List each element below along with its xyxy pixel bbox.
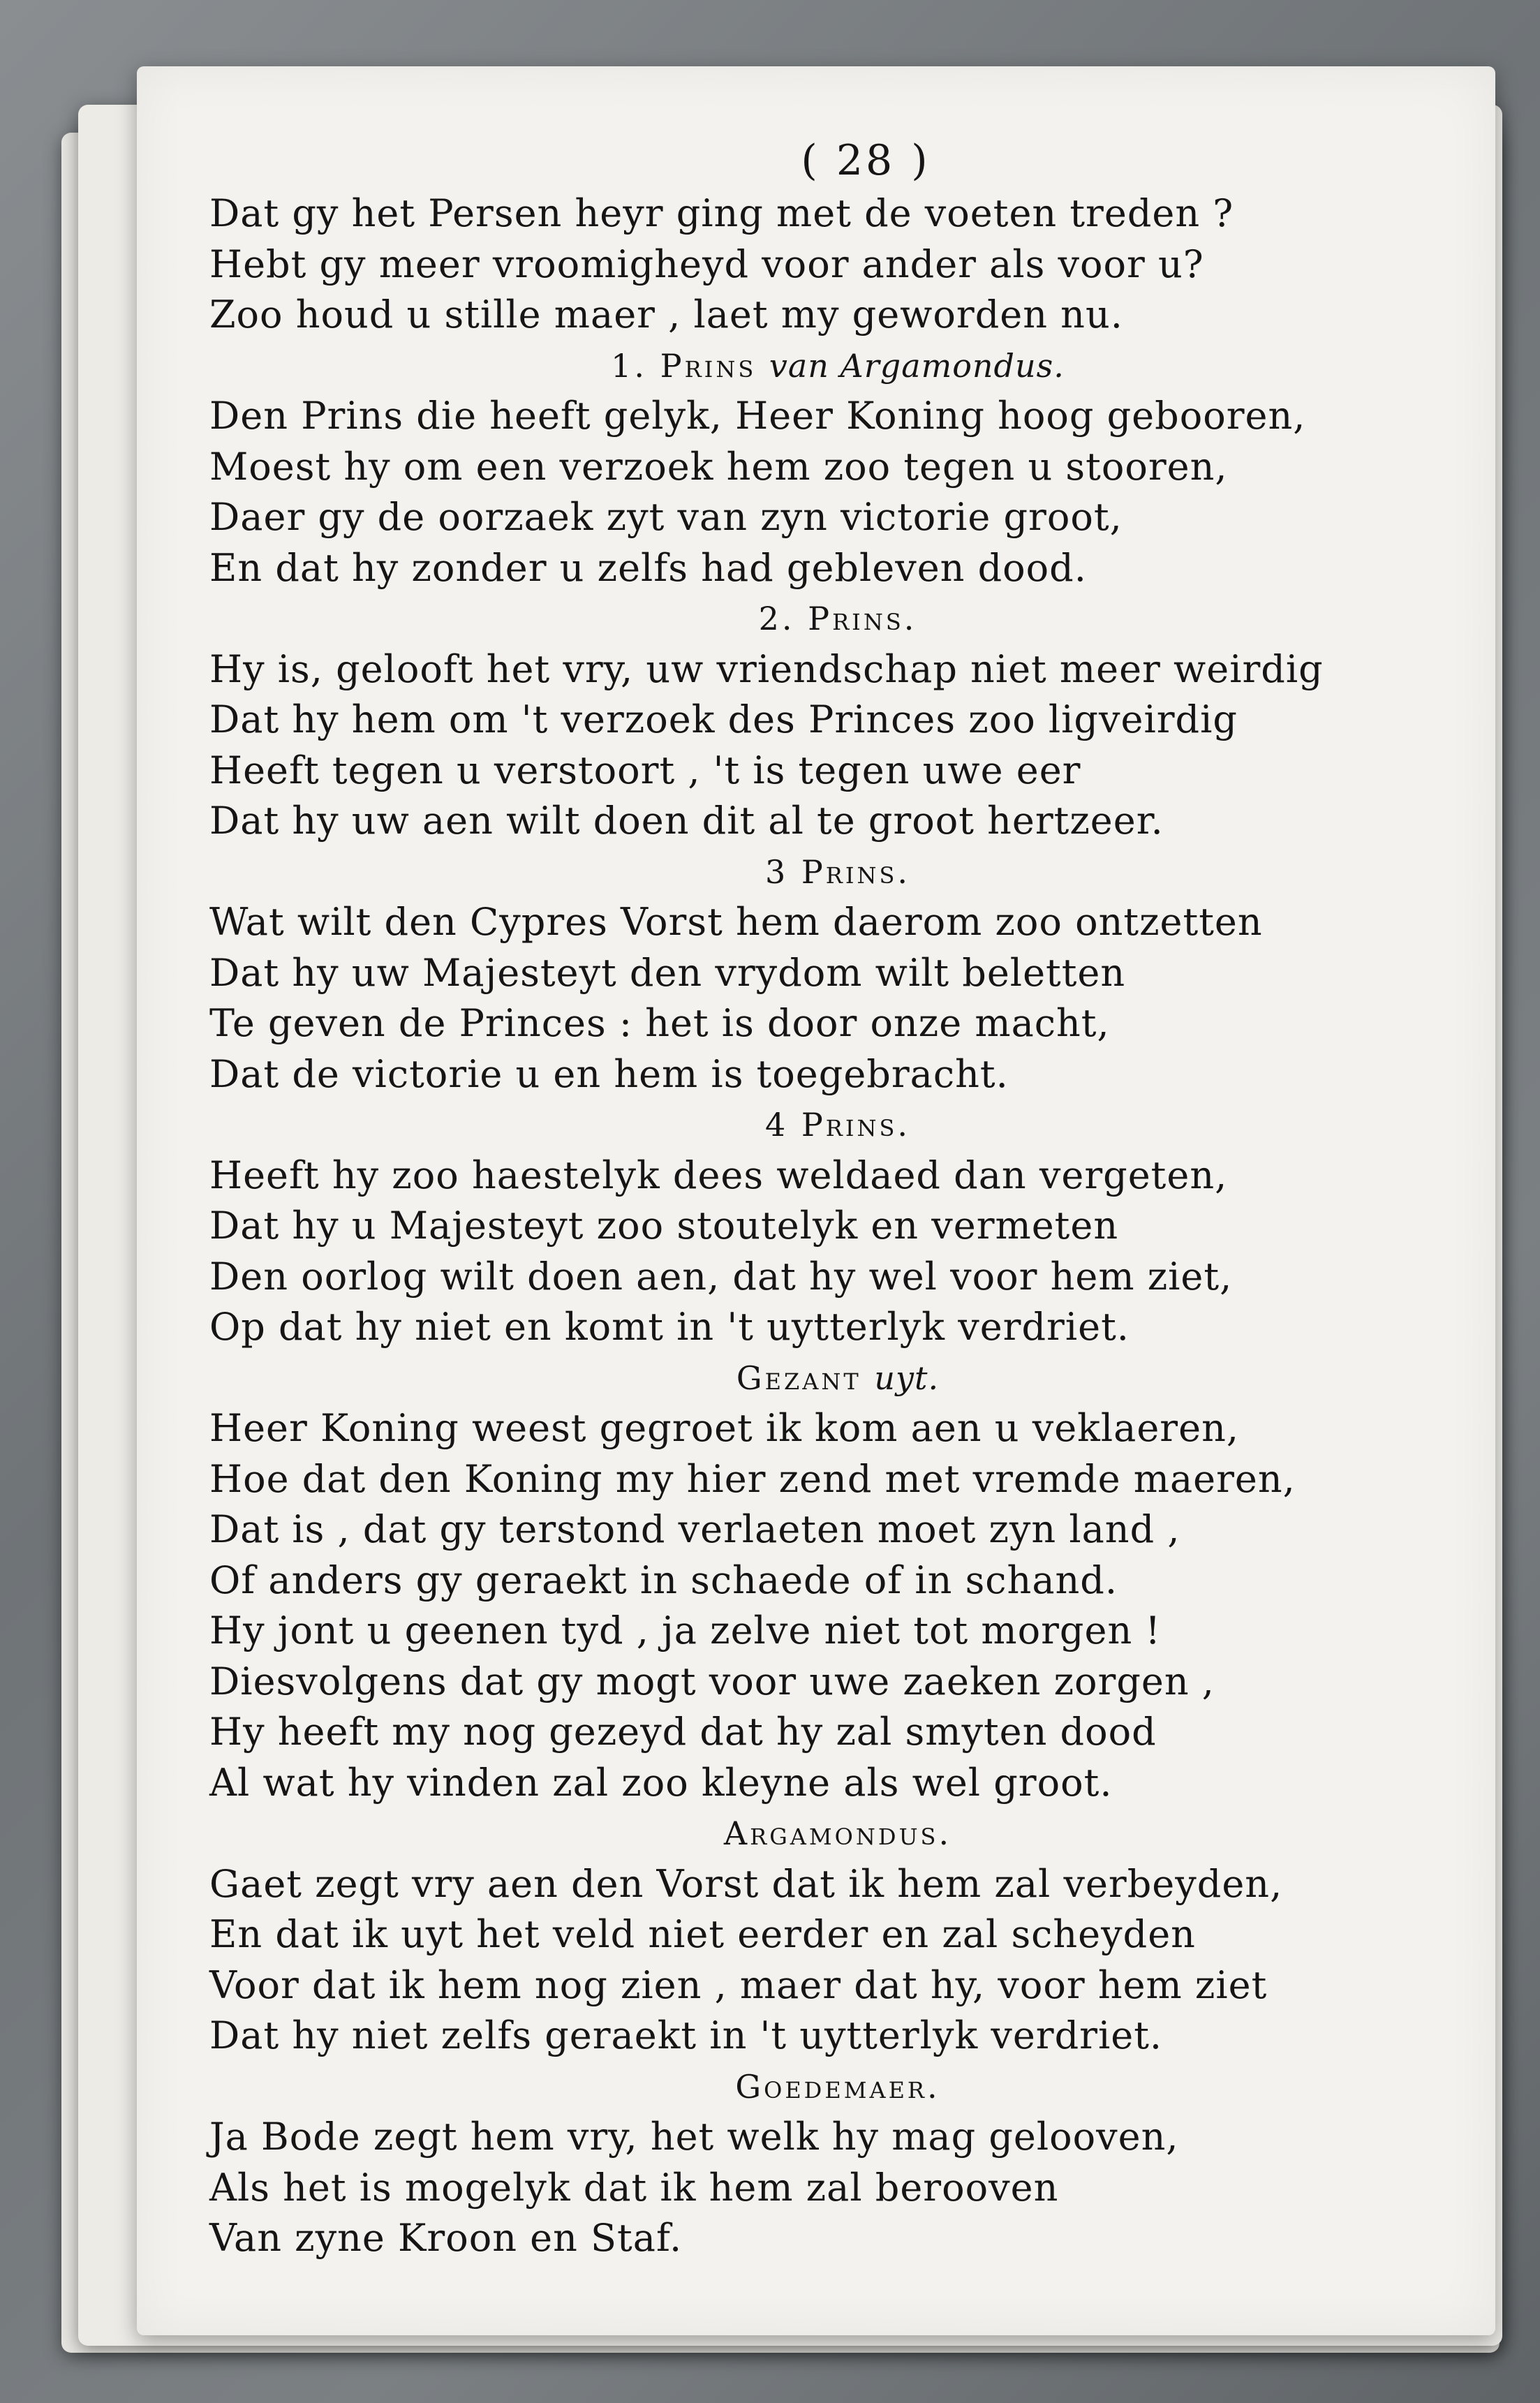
verse-line: Dat hy uw Majesteyt den vrydom wilt beletten bbox=[209, 950, 1126, 995]
verse-section bbox=[209, 2062, 1466, 2264]
verse-line: Hoe dat den Koning my hier zend met vremde maeren, bbox=[209, 1456, 1296, 1501]
verse-section bbox=[209, 1808, 1466, 2062]
verse-line: Moest hy om een verzoek hem zoo tegen u stooren, bbox=[209, 444, 1228, 489]
verse-line: Hebt gy meer vroomigheyd voor ander als voor u? bbox=[209, 242, 1204, 286]
verse-line: Den oorlog wilt doen aen, dat hy wel voor hem ziet, bbox=[209, 1254, 1233, 1299]
speaker-heading bbox=[209, 1100, 1466, 1151]
page-text bbox=[209, 133, 1466, 2264]
speaker-heading bbox=[209, 2062, 1466, 2113]
verse-section bbox=[209, 1100, 1466, 1353]
verse-line: Van zyne Kroon en Staf. bbox=[209, 2216, 683, 2260]
verse-line: En dat ik uyt het veld niet eerder en zal scheyden bbox=[209, 1912, 1196, 1956]
verse-line: Wat wilt den Cypres Vorst hem daerom zoo ontzetten bbox=[209, 900, 1263, 944]
verse-line: Hy is, gelooft het vry, uw vriendschap niet meer weirdig bbox=[209, 646, 1324, 691]
verse-line: Of anders gy geraekt in schaede of in schand. bbox=[209, 1558, 1118, 1602]
verse-line: Dat hy hem om 't verzoek des Princes zoo ligveirdig bbox=[209, 697, 1238, 741]
speaker-name: 1. Prins bbox=[611, 346, 757, 385]
verse-line: Ja Bode zegt hem vry, het welk hy mag gelooven, bbox=[209, 2115, 1179, 2159]
verse-line: Dat gy het Persen heyr ging met de voeten treden ? bbox=[209, 191, 1234, 235]
speaker-heading bbox=[209, 1808, 1466, 1859]
speaker-heading bbox=[209, 341, 1466, 392]
verse-section bbox=[209, 1353, 1466, 1809]
verse-line: Heer Koning weest gegroet ik kom aen u veklaeren, bbox=[209, 1406, 1240, 1450]
speaker-name: Goedemaer. bbox=[735, 2067, 940, 2106]
verse-line: Heeft hy zoo haestelyk dees weldaed dan vergeten, bbox=[209, 1153, 1228, 1197]
verse-line: Te geven de Princes : het is door onze macht, bbox=[209, 1001, 1110, 1045]
speaker-name: 3 Prins. bbox=[764, 852, 911, 891]
verse-line: Op dat hy niet en komt in 't uytterlyk verdriet. bbox=[209, 1305, 1130, 1349]
verse-line: Heeft tegen u verstoort , 't is tegen uwe eer bbox=[209, 748, 1081, 792]
verse-line: Dat de victorie u en hem is toegebracht. bbox=[209, 1051, 1009, 1096]
verse-line: Dat hy uw aen wilt doen dit al te groot hertzeer. bbox=[209, 799, 1164, 843]
verse-section bbox=[209, 188, 1466, 341]
verse-line: Diesvolgens dat gy mogt voor uwe zaeken zorgen , bbox=[209, 1659, 1215, 1703]
speaker-qualifier: uyt. bbox=[874, 1359, 940, 1397]
speaker-name: 4 Prins. bbox=[764, 1106, 911, 1144]
verse-line: Dat hy niet zelfs geraekt in 't uytterlyk verdriet. bbox=[209, 2013, 1163, 2057]
verse-line: Dat hy u Majesteyt zoo stoutelyk en vermeten bbox=[209, 1204, 1119, 1248]
verse-line: Al wat hy vinden zal zoo kleyne als wel groot. bbox=[209, 1760, 1113, 1805]
verse-section bbox=[209, 341, 1466, 594]
verse-section bbox=[209, 847, 1466, 1100]
verse-line: Zoo houd u stille maer , laet my geworden nu. bbox=[209, 293, 1123, 337]
verse-line: En dat hy zonder u zelfs had gebleven dood. bbox=[209, 545, 1087, 590]
speaker-qualifier: van Argamondus. bbox=[769, 346, 1065, 385]
verse-line: Hy heeft my nog gezeyd dat hy zal smyten dood bbox=[209, 1710, 1157, 1754]
speaker-heading bbox=[209, 1353, 1466, 1404]
page-number: ( 28 ) bbox=[801, 136, 931, 185]
speaker-heading bbox=[209, 847, 1466, 898]
verse-line: Gaet zegt vry aen den Vorst dat ik hem zal verbeyden, bbox=[209, 1861, 1283, 1906]
speaker-name: Argamondus. bbox=[723, 1814, 952, 1852]
verse-line: Hy jont u geenen tyd , ja zelve niet tot morgen ! bbox=[209, 1609, 1162, 1652]
verse-line: Als het is mogelyk dat ik hem zal berooven bbox=[209, 2165, 1059, 2210]
verse-section bbox=[209, 593, 1466, 847]
speaker-name: 2. Prins. bbox=[758, 600, 917, 637]
speaker-name: Gezant bbox=[736, 1359, 861, 1397]
verse-line: Voor dat ik hem nog zien , maer dat hy, voor hem ziet bbox=[209, 1962, 1268, 2007]
speaker-heading bbox=[209, 593, 1466, 644]
verse-line: Daer gy de oorzaek zyt van zyn victorie groot, bbox=[209, 495, 1123, 539]
verse-line: Dat is , dat gy terstond verlaeten moet zyn land , bbox=[209, 1507, 1180, 1551]
verse-line: Den Prins die heeft gelyk, Heer Koning hoog gebooren, bbox=[209, 394, 1306, 438]
